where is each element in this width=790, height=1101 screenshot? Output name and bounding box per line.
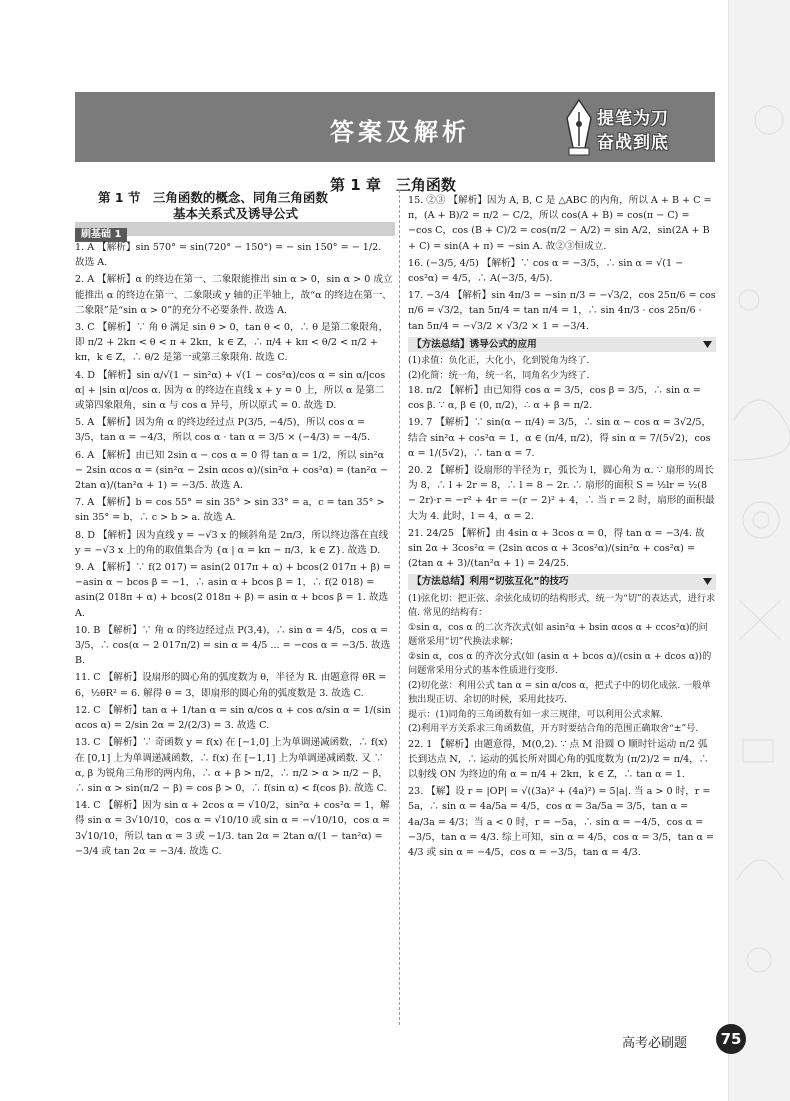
answer-item: 18. π/2 【解析】由已知得 cos α = 3/5，cos β = 3/5，∴ sin α = cos β. ∵ α, β ∈ (0, π/2)，∴ α + β = π/2. (408, 385, 701, 412)
answer-item: 12. C 【解析】tan α + 1/tan α = sin α/cos α + cos α/sin α = 1/(sin αcos α) = 2/sin 2α = 2/(2/3) = 3. 故选 C. (75, 704, 391, 732)
left-column (75, 240, 393, 861)
method-box-line: (2)切化弦：利用公式 tan α = sin α/cos α，把式子中的切化成弦. 一般单独出现正切、余切的时候，采用此技巧. (408, 679, 711, 706)
method-box-title: 【方法总结】诱导公式的应用 (412, 338, 537, 350)
answer-item: 16. (−3/5, 4/5) 【解析】∵ cos α = −3/5，∴ sin α = √(1 − cos²α) = 4/5，∴ A(−3/5, 4/5). (408, 257, 684, 285)
method-box-line: (1)弦化切：把正弦、余弦化成切的结构形式，统一为“切”的表达式，进行求值. 常见的结构有： (408, 592, 716, 619)
answer-item: 3. C 【解析】∵ 角 θ 满足 sin θ > 0，tan θ < 0，∴ θ 是第二象限角，即 π/2 + 2kπ < θ < π + 2kπ，k ∈ Z，∴ π/4 + kπ < θ/2 < π/2 + kπ，k ∈ Z，∴ θ/2 是第一或第三象限角. 故选 C. (75, 322, 389, 364)
method-box-line: (2)利用平方关系求三角函数值，开方时要结合角的范围正确取舍“±”号. (408, 723, 699, 735)
answer-item: 8. D 【解析】因为直线 y = −√3 x 的倾斜角是 2π/3，所以终边落在直线 y = −√3 x 上的角的取值集合为 {α | α = kπ − π/3，k ∈ Z}. 故选 D. (75, 529, 389, 556)
answer-item: 6. A 【解析】由已知 2sin α − cos α = 0 得 tan α = 1/2，所以 sin²α − 2sin αcos α = (sin²α − 2sin αcos α)/(sin²α + cos²α) = (tan²α − 2tan α)/(tan²α + 1) = −3/5. 故选 A. (75, 449, 388, 492)
answer-item: 13. C 【解析】∵ 奇函数 y = f(x) 在 [−1,0] 上为单调递减函数，∴ f(x) 在 [0,1] 上为单调递减函数，∴ f(x) 在 [−1,1] 上为单调递减函数. 又 ∵ α, β 为锐角三角形的两内角，∴ α + β > π/2，∴ π/2 > α > π/2 − β，∴ sin α > sin(π/2 − β) = cos β > 0，∴ f(sin α) < f(cos β). 故选 C. (75, 737, 388, 794)
answer-item: 10. B 【解析】∵ 角 α 的终边经过点 P(3,4)，∴ sin α = 4/5，cos α = 3/5，∴ cos(α − 2 017π/2) = sin α = 4/5 ... = −cos α = −3/5. 故选 B. (75, 624, 391, 667)
section-line-2: 基本关系式及诱导公式 (173, 206, 299, 221)
triangle-marker-icon (703, 337, 712, 351)
method-box-line: ①sin α，cos α 的二次齐次式(如 asin²α + bsin αcos α + ccos²α)的问题常采用“切”代换法求解； (408, 621, 708, 648)
slogan-line-1: 提笔为刀 (597, 109, 669, 129)
slogan-line-2: 奋战到底 (597, 133, 669, 153)
column-divider (399, 190, 400, 1025)
slogan-logo (565, 98, 705, 156)
triangle-marker-icon (703, 574, 712, 588)
answer-item: 5. A 【解析】因为角 α 的终边经过点 P(3/5, −4/5)，所以 cos α = 3/5，tan α = −4/3，所以 cos α · tan α = 3/5 × (−4/3) = −4/5. (75, 417, 371, 444)
page-title: 答案及解析 (330, 118, 470, 146)
answer-item: 15. ②③ 【解析】因为 A, B, C 是 △ABC 的内角，所以 A + B + C = π，(A + B)/2 = π/2 − C/2，所以 cos(A + B) = cos(π − C) = −cos C，cos (B + C)/2 = cos(π/2 − A/2) = sin A/2，sin(2A + B + C) = sin(A + π) = −sin A. 故②③恒成立. (408, 195, 712, 252)
answer-item: 20. 2 【解析】设扇形的半径为 r，弧长为 l，圆心角为 α. ∵ 扇形的周长为 8，∴ l + 2r = 8，∴ l = 8 − 2r. ∴ 扇形的面积 S = ½lr = ½(8 − 2r)·r = −r² + 4r = −(r − 2)² + 4，∴ 当 r = 2 时，扇形的面积最大为 4. 此时，l = 4，α = 2. (408, 465, 715, 522)
answer-item: 9. A 【解析】∵ f(2 017) = asin(2 017π + α) + bcos(2 017π + β) = −asin α − bcos β = −1，∴ asin α + bcos β = 1，∴ f(2 018) = asin(2 018π + α) + bcos(2 018π + β) = asin α + bcos β = 1. 故选 A. (75, 562, 391, 619)
section-line-1: 第 1 节 三角函数的概念、同角三角函数 (98, 190, 328, 205)
math-doodle-icon (729, 0, 790, 1101)
answer-banner (75, 92, 715, 162)
method-box-header (408, 337, 716, 352)
answer-item: 2. A 【解析】α 的终边在第一、二象限能推出 sin α > 0，sin α > 0 成立能推出 α 的终边在第一、二象限或 y 轴的正半轴上，故“α 的终边在第一、二象限”是“sin α > 0”的充分不必要条件. 故选 A. (75, 274, 393, 316)
answer-item: 14. C 【解析】因为 sin α + 2cos α = √10/2，sin²α + cos²α = 1，解得 sin α = 3√10/10，cos α = √10/10 或 sin α = −√10/10，cos α = 3√10/10，所以 tan α = 3 或 −1/3. tan 2α = 2tan α/(1 − tan²α) = −3/4 或 tan 2α = −3/4. 故选 C. (75, 800, 391, 857)
footer-label: 高考必刷题 (622, 1036, 688, 1051)
page-number: 75 (716, 1024, 746, 1054)
method-box-header (408, 574, 716, 589)
section-heading (98, 190, 388, 222)
answer-item: 4. D 【解析】sin α/√(1 − sin²α) + √(1 − cos²α)/cos α = sin α/|cos α| + |sin α|/cos α. 因为 α 的终边在直线 x + y = 0 上，所以 α 是第二或第四象限角，sin α 与 cos α 异号，所以原式 = 0. 故选 D. (75, 369, 386, 412)
answer-item: 1. A 【解析】sin 570° = sin(720° − 150°) = − sin 150° = − 1/2. 故选 A. (75, 242, 382, 269)
decorative-sidebar (728, 0, 790, 1101)
method-box-line: 提示：(1)同角的三角函数有如一求三规律，可以利用公式求解. (408, 708, 663, 720)
pen-nib-icon (565, 98, 593, 156)
answer-item: 7. A 【解析】b = cos 55° = sin 35° > sin 33° = a，c = tan 35° > sin 35° = b，∴ c > b > a. 故选 A. (75, 497, 385, 524)
answer-item: 19. 7 【解析】∵ sin(α − π/4) = 3/5，∴ sin α − cos α = 3√2/5，结合 sin²α + cos²α = 1，α ∈ (π/4, π/2)，得 sin α = 7/(5√2)，cos α = 1/(5√2)，∴ tan α = 7. (408, 417, 712, 459)
answer-item: 22. 1 【解析】由题意得，M(0,2). ∵ 点 M 沿圆 O 顺时针运动 π/2 弧长到达点 N，∴ 运动的弧长所对圆心角的弧度数为 (π/2)/2 = π/4，∴ 以射线 ON 为终边的角 α = π/4 + 2kπ，k ∈ Z，∴ tan α = 1. (408, 738, 709, 781)
chapter-heading: 第 1 章 三角函数 (330, 176, 456, 194)
answer-item: 23. 【解】设 r = |OP| = √((3a)² + (4a)²) = 5|a|. 当 a > 0 时，r = 5a，∴ sin α = 4a/5a = 4/5，cos α = 3a/5a = 3/5，tan α = 4a/3a = 4/3；当 a < 0 时，r = −5a，∴ sin α = −4/5，cos α = −3/5，tan α = 4/3. 综上可知，sin α = 4/5，cos α = 3/5，tan α = 4/3 或 sin α = −4/5，cos α = −3/5，tan α = 4/3. (408, 786, 715, 859)
method-box-line: (2)化简：统一角，统一名，同角名少为终了. (408, 369, 590, 381)
answer-item: 21. 24/25 【解析】由 4sin α + 3cos α = 0，得 tan α = −3/4. 故 sin 2α + 3cos²α = (2sin αcos α + 3cos²α)/(sin²α + cos²α) = (2tan α + 3)/(tan²α + 1) = 24/25. (408, 527, 705, 570)
method-box-line: ②sin α，cos α 的齐次分式(如 (asin α + bcos α)/(csin α + dcos α))的问题常采用分式的基本性质进行变形. (408, 650, 712, 677)
practice-tag-label: 刷基础 1 (75, 228, 127, 242)
answer-item: 17. −3/4 【解析】sin 4π/3 = −sin π/3 = −√3/2，cos 25π/6 = cos π/6 = √3/2，tan 5π/4 = tan π/4 = 1，∴ sin 4π/3 · cos 25π/6 · tan 5π/4 = −√3/2 × √3/2 × 1 = −3/4. (408, 290, 716, 332)
practice-tag (75, 222, 395, 240)
answer-item: 11. C 【解析】设扇形的圆心角的弧度数为 θ，半径为 R. 由题意得 θR = 6，½θR² = 6. 解得 θ = 3，即扇形的圆心角的弧度数是 3. 故选 C. (75, 672, 387, 699)
method-box-title: 【方法总结】利用“切弦互化”的技巧 (412, 576, 569, 588)
method-box-line: (1)求值：负化正，大化小，化到锐角为终了. (408, 355, 590, 367)
right-column (408, 193, 716, 862)
